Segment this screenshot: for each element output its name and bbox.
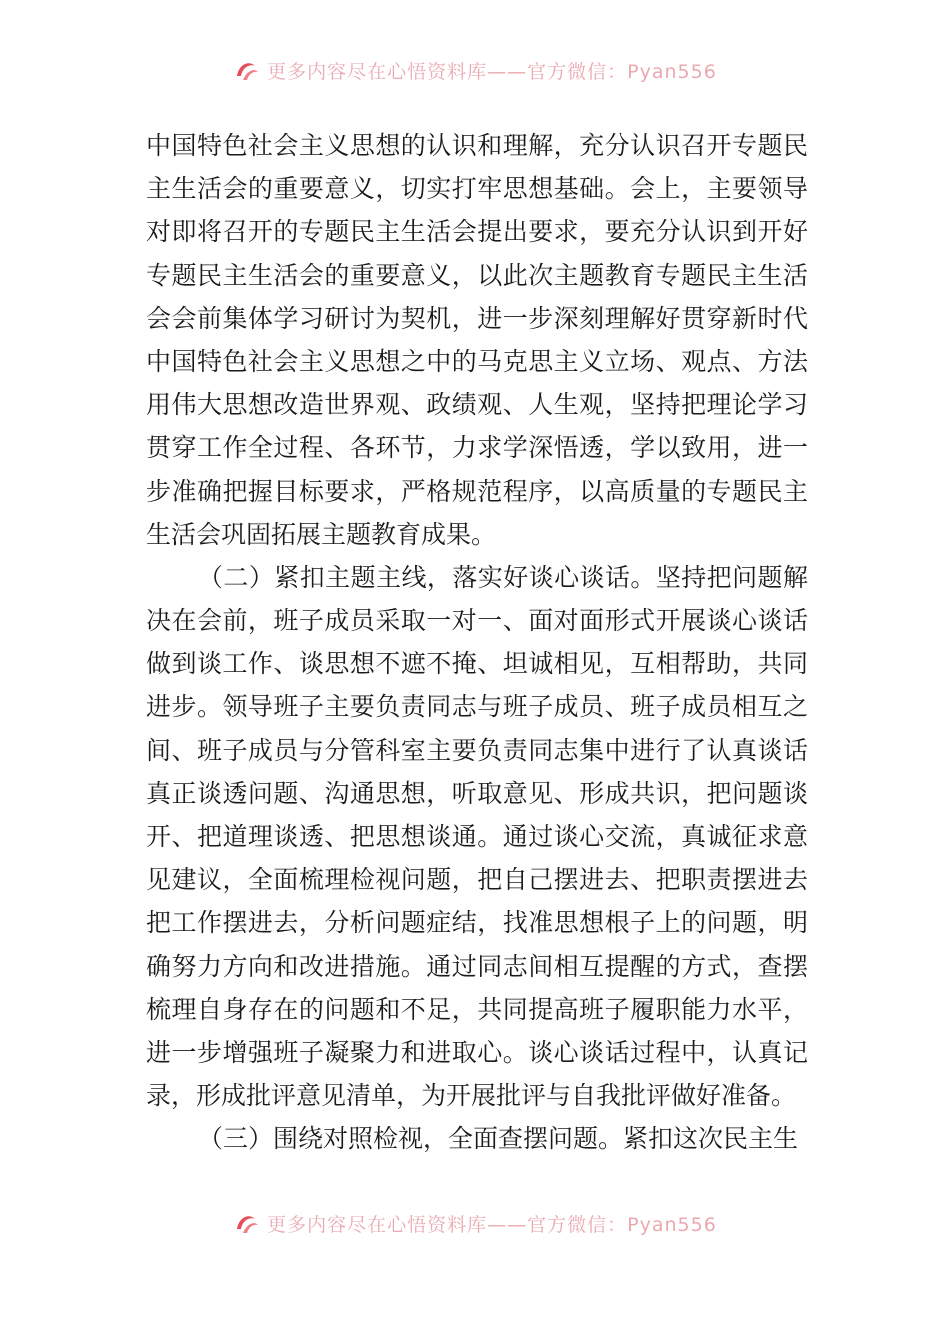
text-line: 做到谈工作、谈思想不遮不掩、坦诚相见，互相帮助，共同 [146,649,808,679]
text-line: 生活会巩固拓展主题教育成果。 [146,519,497,549]
paragraph [146,1117,808,1160]
text-line: 会会前集体学习研讨为契机，进一步深刻理解好贯穿新时代 [146,303,808,333]
watermark-text: 更多内容尽在心悟资料库——官方微信：Pyan556 [267,60,717,83]
text-line: 梳理自身存在的问题和不足，共同提高班子履职能力水平， [146,994,808,1024]
text-line: 进一步增强班子凝聚力和进取心。谈心谈话过程中，认真记 [146,1037,808,1067]
text-line: 真正谈透问题、沟通思想，听取意见、形成共识，把问题谈 [146,778,808,808]
text-line: 录，形成批评意见清单，为开展批评与自我批评做好准备。 [146,1081,797,1111]
text-line: 中国特色社会主义思想之中的马克思主义立场、观点、方法 [146,346,808,376]
logo-icon [233,1209,261,1237]
paragraph [146,124,808,556]
text-line: 把工作摆进去，分析问题症结，找准思想根子上的问题，明 [146,908,808,938]
text-line: （三）围绕对照检视，全面查摆问题。紧扣这次民主生 [198,1124,799,1154]
logo-icon [233,56,261,84]
header-watermark [0,50,950,90]
text-line: 进步。领导班子主要负责同志与班子成员、班子成员相互之 [146,692,808,722]
text-line: 专题民主生活会的重要意义，以此次主题教育专题民主生活 [146,260,808,290]
watermark-text: 更多内容尽在心悟资料库——官方微信：Pyan556 [267,1213,717,1236]
text-line: （二）紧扣主题主线，落实好谈心谈话。坚持把问题解 [198,562,808,592]
text-line: 确努力方向和改进措施。通过同志间相互提醒的方式，查摆 [146,951,808,981]
text-line: 用伟大思想改造世界观、政绩观、人生观，坚持把理论学习 [146,390,808,420]
text-line: 中国特色社会主义思想的认识和理解，充分认识召开专题民 [146,131,808,160]
paragraph [146,556,808,1117]
text-line: 对即将召开的专题民主生活会提出要求，要充分认识到开好 [146,217,808,247]
footer-watermark [0,1203,950,1243]
document-body [146,124,808,1161]
text-line: 主生活会的重要意义，切实打牢思想基础。会上，主要领导 [146,174,808,204]
text-line: 步准确把握目标要求，严格规范程序，以高质量的专题民主 [146,476,808,506]
text-line: 见建议，全面梳理检视问题，把自己摆进去、把职责摆进去 [146,865,808,895]
text-line: 开、把道理谈透、把思想谈通。通过谈心交流，真诚征求意 [146,822,808,851]
text-line: 贯穿工作全过程、各环节，力求学深悟透，学以致用，进一 [146,433,808,463]
text-line: 决在会前，班子成员采取一对一、面对面形式开展谈心谈话 [146,606,808,636]
text-line: 间、班子成员与分管科室主要负责同志集中进行了认真谈话 [146,735,808,765]
